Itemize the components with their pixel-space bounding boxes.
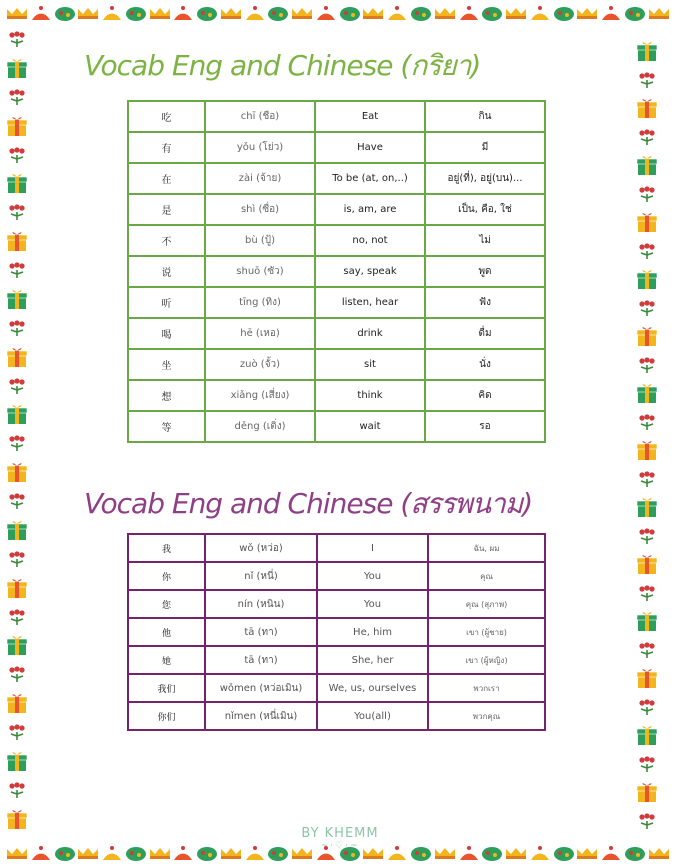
thai-cell: ฉัน, ผม: [428, 534, 545, 562]
signature-flourish-icon: ~·♡·~: [320, 841, 360, 851]
border-left: [2, 30, 32, 830]
english-cell: is, am, are: [315, 194, 425, 225]
crown-icon: [434, 846, 456, 860]
gift-icon: [6, 577, 28, 599]
crown-icon: [648, 6, 670, 20]
border-top: [0, 0, 676, 26]
bush-icon: [54, 845, 76, 861]
pinyin-cell: tīng (ทิง): [205, 287, 315, 318]
thai-cell: คุณ: [428, 562, 545, 590]
pinyin-cell: nín (หนิน): [205, 590, 317, 618]
cake-icon: [386, 844, 408, 862]
hanzi-cell: 是: [128, 194, 205, 225]
english-cell: To be (at, on,..): [315, 163, 425, 194]
holly-berry-icon: [637, 470, 657, 488]
pinyin-cell: hē (เหอ): [205, 318, 315, 349]
hanzi-cell: 你: [128, 562, 205, 590]
holly-berry-icon: [7, 723, 27, 741]
holly-berry-icon: [637, 812, 657, 830]
cake-icon: [600, 4, 622, 22]
border-right: [632, 40, 662, 830]
thai-cell: พวกคุณ: [428, 702, 545, 730]
english-cell: I: [317, 534, 428, 562]
signature: [300, 826, 380, 864]
gift-icon: [6, 115, 28, 137]
cake-icon: [529, 4, 551, 22]
gift-icon: [6, 461, 28, 483]
crown-icon: [505, 846, 527, 860]
pinyin-cell: shuō (ซัว): [205, 256, 315, 287]
thai-cell: ไม่: [425, 225, 545, 256]
table-row: [128, 411, 545, 442]
english-cell: He, him: [317, 618, 428, 646]
verbs-table: [127, 100, 546, 443]
cake-icon: [386, 4, 408, 22]
gift-icon: [636, 781, 658, 803]
gift-icon: [636, 553, 658, 575]
hanzi-cell: 说: [128, 256, 205, 287]
english-cell: You: [317, 590, 428, 618]
pinyin-cell: shì (ซื่อ): [205, 194, 315, 225]
english-cell: wait: [315, 411, 425, 442]
pinyin-cell: zài (จ้าย): [205, 163, 315, 194]
gift-icon: [636, 724, 658, 746]
thai-cell: คุณ (สุภาพ): [428, 590, 545, 618]
thai-cell: พวกเรา: [428, 674, 545, 702]
table-row: [128, 562, 545, 590]
gift-icon: [636, 268, 658, 290]
english-cell: think: [315, 380, 425, 411]
cake-icon: [315, 4, 337, 22]
hanzi-cell: 他: [128, 618, 205, 646]
holly-berry-icon: [7, 88, 27, 106]
crown-icon: [149, 846, 171, 860]
holly-berry-icon: [637, 299, 657, 317]
hanzi-cell: 有: [128, 132, 205, 163]
gift-icon: [6, 519, 28, 541]
thai-cell: นั่ง: [425, 349, 545, 380]
table-row: [128, 349, 545, 380]
gift-icon: [6, 57, 28, 79]
holly-berry-icon: [637, 641, 657, 659]
crown-icon: [77, 6, 99, 20]
pinyin-cell: xiǎng (เสี่ยง): [205, 380, 315, 411]
gift-icon: [636, 325, 658, 347]
table-row: [128, 163, 545, 194]
hanzi-cell: 我们: [128, 674, 205, 702]
cake-icon: [101, 844, 123, 862]
table-row: [128, 225, 545, 256]
gift-icon: [6, 230, 28, 252]
thai-cell: เขา (ผู้หญิง): [428, 646, 545, 674]
bush-icon: [196, 845, 218, 861]
bush-icon: [481, 5, 503, 21]
bush-icon: [553, 845, 575, 861]
thai-cell: พูด: [425, 256, 545, 287]
pinyin-cell: wǒ (หว่อ): [205, 534, 317, 562]
holly-berry-icon: [7, 492, 27, 510]
crown-icon: [505, 6, 527, 20]
holly-berry-icon: [7, 377, 27, 395]
thai-cell: เขา (ผู้ชาย): [428, 618, 545, 646]
bush-icon: [196, 5, 218, 21]
pinyin-cell: tā (ทา): [205, 646, 317, 674]
crown-icon: [648, 846, 670, 860]
crown-icon: [77, 846, 99, 860]
holly-berry-icon: [7, 319, 27, 337]
bush-icon: [410, 845, 432, 861]
hanzi-cell: 听: [128, 287, 205, 318]
hanzi-cell: 在: [128, 163, 205, 194]
table-row: [128, 132, 545, 163]
cake-icon: [600, 844, 622, 862]
crown-icon: [6, 846, 28, 860]
thai-cell: เป็น, คือ, ใช่: [425, 194, 545, 225]
table-row: [128, 618, 545, 646]
gift-icon: [636, 667, 658, 689]
hanzi-cell: 等: [128, 411, 205, 442]
hanzi-cell: 你们: [128, 702, 205, 730]
table-row: [128, 590, 545, 618]
gift-icon: [636, 97, 658, 119]
thai-cell: กิน: [425, 101, 545, 132]
crown-icon: [291, 6, 313, 20]
pinyin-cell: chī (ชือ): [205, 101, 315, 132]
holly-berry-icon: [7, 665, 27, 683]
cake-icon: [244, 4, 266, 22]
crown-icon: [220, 6, 242, 20]
bush-icon: [410, 5, 432, 21]
table-row: [128, 674, 545, 702]
holly-berry-icon: [7, 30, 27, 48]
pinyin-cell: nǐ (หนี่): [205, 562, 317, 590]
holly-berry-icon: [637, 413, 657, 431]
holly-berry-icon: [637, 584, 657, 602]
bush-icon: [125, 5, 147, 21]
gift-icon: [636, 211, 658, 233]
english-cell: listen, hear: [315, 287, 425, 318]
english-cell: She, her: [317, 646, 428, 674]
verbs-title: Vocab Eng and Chinese (กริยา): [84, 49, 481, 82]
gift-icon: [6, 692, 28, 714]
holly-berry-icon: [637, 698, 657, 716]
holly-berry-icon: [637, 527, 657, 545]
table-row: [128, 318, 545, 349]
table-row: [128, 194, 545, 225]
crown-icon: [434, 6, 456, 20]
thai-cell: ฟัง: [425, 287, 545, 318]
crown-icon: [6, 6, 28, 20]
english-cell: Have: [315, 132, 425, 163]
crown-icon: [576, 846, 598, 860]
holly-berry-icon: [637, 242, 657, 260]
bush-icon: [481, 845, 503, 861]
gift-icon: [636, 496, 658, 518]
bush-icon: [624, 845, 646, 861]
english-cell: no, not: [315, 225, 425, 256]
english-cell: drink: [315, 318, 425, 349]
english-cell: We, us, ourselves: [317, 674, 428, 702]
bush-icon: [339, 5, 361, 21]
gift-icon: [6, 808, 28, 830]
table-row: [128, 646, 545, 674]
gift-icon: [636, 40, 658, 62]
bush-icon: [267, 5, 289, 21]
pronouns-table: [127, 533, 546, 731]
pinyin-cell: tā (ทา): [205, 618, 317, 646]
signature-text: BY KHEMM: [301, 826, 379, 841]
holly-berry-icon: [7, 203, 27, 221]
crown-icon: [149, 6, 171, 20]
hanzi-cell: 吃: [128, 101, 205, 132]
pronouns-title: Vocab Eng and Chinese (สรรพนาม): [84, 487, 533, 520]
gift-icon: [6, 403, 28, 425]
hanzi-cell: 不: [128, 225, 205, 256]
table-row: [128, 256, 545, 287]
bush-icon: [553, 5, 575, 21]
cake-icon: [529, 844, 551, 862]
cake-icon: [458, 4, 480, 22]
cake-icon: [244, 844, 266, 862]
bush-icon: [54, 5, 76, 21]
pinyin-cell: zuò (จั้ว): [205, 349, 315, 380]
gift-icon: [636, 154, 658, 176]
gift-icon: [6, 750, 28, 772]
table-row: [128, 287, 545, 318]
english-cell: You: [317, 562, 428, 590]
hanzi-cell: 喝: [128, 318, 205, 349]
holly-berry-icon: [637, 71, 657, 89]
pinyin-cell: yǒu (โย่ว): [205, 132, 315, 163]
hanzi-cell: 我: [128, 534, 205, 562]
pinyin-cell: nǐmen (หนี่เมิน): [205, 702, 317, 730]
cake-icon: [101, 4, 123, 22]
english-cell: say, speak: [315, 256, 425, 287]
pinyin-cell: wǒmen (หว่อเมิน): [205, 674, 317, 702]
crown-icon: [362, 6, 384, 20]
crown-icon: [576, 6, 598, 20]
gift-icon: [6, 634, 28, 656]
hanzi-cell: 想: [128, 380, 205, 411]
bush-icon: [125, 845, 147, 861]
holly-berry-icon: [7, 434, 27, 452]
pinyin-cell: bù (ปู้): [205, 225, 315, 256]
hanzi-cell: 您: [128, 590, 205, 618]
holly-berry-icon: [7, 261, 27, 279]
thai-cell: อยู่(ที่), อยู่(บน)...: [425, 163, 545, 194]
thai-cell: มี: [425, 132, 545, 163]
gift-icon: [6, 288, 28, 310]
hanzi-cell: 坐: [128, 349, 205, 380]
holly-berry-icon: [637, 185, 657, 203]
gift-icon: [6, 346, 28, 368]
cake-icon: [30, 4, 52, 22]
holly-berry-icon: [637, 128, 657, 146]
table-row: [128, 534, 545, 562]
holly-berry-icon: [7, 146, 27, 164]
table-row: [128, 101, 545, 132]
holly-berry-icon: [7, 608, 27, 626]
gift-icon: [6, 172, 28, 194]
holly-berry-icon: [7, 781, 27, 799]
thai-cell: ดื่ม: [425, 318, 545, 349]
table-row: [128, 702, 545, 730]
english-cell: sit: [315, 349, 425, 380]
cake-icon: [30, 844, 52, 862]
pinyin-cell: děng (เติ่ง): [205, 411, 315, 442]
bush-icon: [624, 5, 646, 21]
thai-cell: คิด: [425, 380, 545, 411]
cake-icon: [172, 844, 194, 862]
holly-berry-icon: [637, 755, 657, 773]
cake-icon: [172, 4, 194, 22]
english-cell: You(all): [317, 702, 428, 730]
gift-icon: [636, 610, 658, 632]
cake-icon: [458, 844, 480, 862]
hanzi-cell: 她: [128, 646, 205, 674]
gift-icon: [636, 439, 658, 461]
holly-berry-icon: [637, 356, 657, 374]
gift-icon: [636, 382, 658, 404]
thai-cell: รอ: [425, 411, 545, 442]
table-row: [128, 380, 545, 411]
bush-icon: [267, 845, 289, 861]
crown-icon: [220, 846, 242, 860]
holly-berry-icon: [7, 550, 27, 568]
english-cell: Eat: [315, 101, 425, 132]
